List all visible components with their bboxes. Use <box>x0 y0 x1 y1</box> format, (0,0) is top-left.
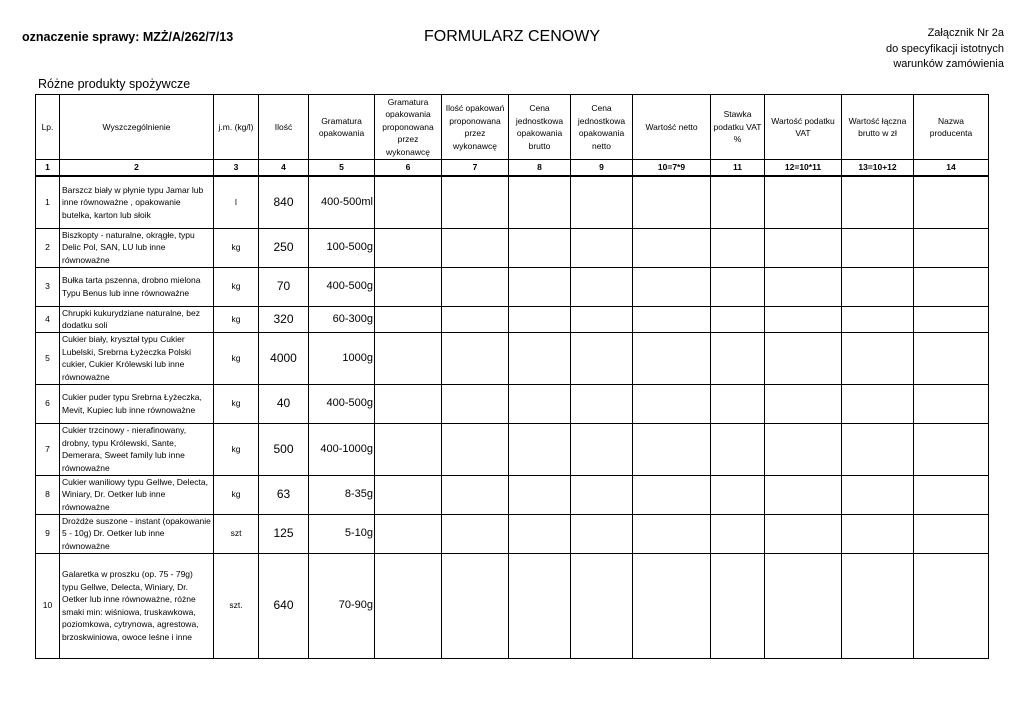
empty-input-cell[interactable] <box>442 228 509 267</box>
annex-line: Załącznik Nr 2a <box>927 27 1004 39</box>
row-number: 1 <box>36 176 60 228</box>
package-size: 400-500g <box>309 267 375 306</box>
column-number-row <box>36 160 989 177</box>
unit-of-measure: szt <box>214 514 259 553</box>
empty-input-cell[interactable] <box>765 306 842 332</box>
table-row <box>36 384 989 423</box>
package-size: 5-10g <box>309 514 375 553</box>
item-description: Biszkopty - naturalne, okrągłe, typu Delic Pol, SAN, LU lub inne równoważne <box>60 228 214 267</box>
unit-of-measure: szt. <box>214 553 259 658</box>
empty-input-cell[interactable] <box>633 176 711 228</box>
empty-input-cell[interactable] <box>442 553 509 658</box>
empty-input-cell[interactable] <box>842 176 914 228</box>
empty-input-cell[interactable] <box>442 423 509 475</box>
column-number: 13=10+12 <box>842 160 914 177</box>
empty-input-cell[interactable] <box>633 514 711 553</box>
empty-input-cell[interactable] <box>375 306 442 332</box>
empty-input-cell[interactable] <box>711 228 765 267</box>
table-row <box>36 553 989 658</box>
empty-input-cell[interactable] <box>711 306 765 332</box>
empty-input-cell[interactable] <box>509 475 571 514</box>
empty-input-cell[interactable] <box>842 306 914 332</box>
annex-line: warunków zamówienia <box>893 58 1004 70</box>
unit-of-measure: kg <box>214 267 259 306</box>
empty-input-cell[interactable] <box>375 228 442 267</box>
case-reference: oznaczenie sprawy: MZŻ/A/262/7/13 <box>22 30 234 44</box>
row-number: 8 <box>36 475 60 514</box>
annex-line: do specyfikacji istotnych <box>886 42 1004 55</box>
column-header: Nazwa producenta <box>914 95 989 160</box>
empty-input-cell[interactable] <box>375 475 442 514</box>
quantity: 4000 <box>259 332 309 384</box>
quantity: 320 <box>259 306 309 332</box>
empty-input-cell[interactable] <box>442 384 509 423</box>
empty-input-cell[interactable] <box>633 306 711 332</box>
quantity: 840 <box>259 176 309 228</box>
empty-input-cell[interactable] <box>914 267 989 306</box>
column-number: 2 <box>60 160 214 177</box>
empty-input-cell[interactable] <box>442 475 509 514</box>
table-row <box>36 423 989 475</box>
empty-input-cell[interactable] <box>571 423 633 475</box>
empty-input-cell[interactable] <box>711 475 765 514</box>
column-header: Ilość opakowań proponowana przez wykonawcę <box>442 95 509 160</box>
column-header: j.m. (kg/l) <box>214 95 259 160</box>
empty-input-cell[interactable] <box>842 267 914 306</box>
empty-input-cell[interactable] <box>914 423 989 475</box>
row-number: 10 <box>36 553 60 658</box>
empty-input-cell[interactable] <box>842 228 914 267</box>
empty-input-cell[interactable] <box>765 475 842 514</box>
empty-input-cell[interactable] <box>711 423 765 475</box>
price-table <box>35 94 989 659</box>
column-header: Ilość <box>259 95 309 160</box>
empty-input-cell[interactable] <box>633 267 711 306</box>
empty-input-cell[interactable] <box>509 423 571 475</box>
empty-input-cell[interactable] <box>711 514 765 553</box>
empty-input-cell[interactable] <box>375 332 442 384</box>
empty-input-cell[interactable] <box>571 176 633 228</box>
empty-input-cell[interactable] <box>442 176 509 228</box>
column-number: 6 <box>375 160 442 177</box>
empty-input-cell[interactable] <box>711 332 765 384</box>
column-header: Gramatura opakowania proponowana przez wykonawcę <box>375 95 442 160</box>
empty-input-cell[interactable] <box>711 176 765 228</box>
quantity: 500 <box>259 423 309 475</box>
package-size: 400-1000g <box>309 423 375 475</box>
form-title: FORMULARZ CENOWY <box>424 28 600 45</box>
table-row <box>36 306 989 332</box>
unit-of-measure: kg <box>214 475 259 514</box>
table-row <box>36 514 989 553</box>
item-description: Drożdże suszone - instant (opakowanie 5 - 10g) Dr. Oetker lub inne równoważne <box>60 514 214 553</box>
empty-input-cell[interactable] <box>914 475 989 514</box>
column-header: Lp. <box>36 95 60 160</box>
row-number: 5 <box>36 332 60 384</box>
empty-input-cell[interactable] <box>509 332 571 384</box>
quantity: 125 <box>259 514 309 553</box>
row-number: 6 <box>36 384 60 423</box>
empty-input-cell[interactable] <box>765 267 842 306</box>
annex-note <box>886 26 1004 73</box>
empty-input-cell[interactable] <box>711 267 765 306</box>
column-number: 9 <box>571 160 633 177</box>
empty-input-cell[interactable] <box>633 475 711 514</box>
empty-input-cell[interactable] <box>842 384 914 423</box>
empty-input-cell[interactable] <box>571 475 633 514</box>
empty-input-cell[interactable] <box>375 267 442 306</box>
item-description: Barszcz biały w płynie typu Jamar lub inne równoważne , opakowanie butelka, karton lub słoik <box>60 176 214 228</box>
empty-input-cell[interactable] <box>509 384 571 423</box>
empty-input-cell[interactable] <box>375 553 442 658</box>
item-description: Bułka tarta pszenna, drobno mielona Typu Benus lub inne równoważne <box>60 267 214 306</box>
empty-input-cell[interactable] <box>842 514 914 553</box>
package-size: 400-500ml <box>309 176 375 228</box>
empty-input-cell[interactable] <box>509 228 571 267</box>
column-header: Wartość łączna brutto w zł <box>842 95 914 160</box>
table-row <box>36 267 989 306</box>
item-description: Cukier biały, kryształ typu Cukier Lubelski, Srebrna Łyżeczka Polski cukier, Cukier Królewski lub inne równoważne <box>60 332 214 384</box>
column-number: 4 <box>259 160 309 177</box>
empty-input-cell[interactable] <box>375 423 442 475</box>
empty-input-cell[interactable] <box>375 514 442 553</box>
item-description: Cukier waniliowy typu Gellwe, Delecta, Winiary, Dr. Oetker lub inne równoważne <box>60 475 214 514</box>
item-description: Cukier trzcinowy - nierafinowany, drobny, typu Królewski, Sante, Demerara, Sweet family lub inne równoważne <box>60 423 214 475</box>
empty-input-cell[interactable] <box>442 306 509 332</box>
empty-input-cell[interactable] <box>442 267 509 306</box>
empty-input-cell[interactable] <box>571 228 633 267</box>
column-number: 10=7*9 <box>633 160 711 177</box>
column-header: Wartość podatku VAT <box>765 95 842 160</box>
package-size: 70-90g <box>309 553 375 658</box>
item-description: Chrupki kukurydziane naturalne, bez dodatku soli <box>60 306 214 332</box>
package-size: 60-300g <box>309 306 375 332</box>
column-number: 1 <box>36 160 60 177</box>
empty-input-cell[interactable] <box>509 267 571 306</box>
empty-input-cell[interactable] <box>571 306 633 332</box>
empty-input-cell[interactable] <box>765 176 842 228</box>
column-header: Cena jednostkowa opakowania netto <box>571 95 633 160</box>
row-number: 4 <box>36 306 60 332</box>
unit-of-measure: kg <box>214 306 259 332</box>
column-header: Stawka podatku VAT % <box>711 95 765 160</box>
empty-input-cell[interactable] <box>914 176 989 228</box>
empty-input-cell[interactable] <box>765 228 842 267</box>
row-number: 7 <box>36 423 60 475</box>
table-row <box>36 228 989 267</box>
quantity: 63 <box>259 475 309 514</box>
column-number: 3 <box>214 160 259 177</box>
table-row <box>36 475 989 514</box>
empty-input-cell[interactable] <box>571 267 633 306</box>
empty-input-cell[interactable] <box>571 384 633 423</box>
empty-input-cell[interactable] <box>633 423 711 475</box>
empty-input-cell[interactable] <box>509 553 571 658</box>
empty-input-cell[interactable] <box>914 228 989 267</box>
package-size: 8-35g <box>309 475 375 514</box>
empty-input-cell[interactable] <box>633 228 711 267</box>
header-row <box>36 95 989 160</box>
column-header: Wartość netto <box>633 95 711 160</box>
column-number: 11 <box>711 160 765 177</box>
empty-input-cell[interactable] <box>442 332 509 384</box>
column-number: 8 <box>509 160 571 177</box>
empty-input-cell[interactable] <box>842 423 914 475</box>
section-subtitle: Różne produkty spożywcze <box>38 77 191 91</box>
quantity: 70 <box>259 267 309 306</box>
empty-input-cell[interactable] <box>509 514 571 553</box>
column-header: Wyszczególnienie <box>60 95 214 160</box>
row-number: 3 <box>36 267 60 306</box>
row-number: 2 <box>36 228 60 267</box>
unit-of-measure: kg <box>214 332 259 384</box>
quantity: 640 <box>259 553 309 658</box>
quantity: 40 <box>259 384 309 423</box>
empty-input-cell[interactable] <box>571 514 633 553</box>
empty-input-cell[interactable] <box>711 553 765 658</box>
item-description: Galaretka w proszku (op. 75 - 79g) typu Gellwe, Delecta, Winiary, Dr. Oetker lub inne równoważne, różne smaki min: wiśniowa, truskawkowa, poziomkowa, cytrynowa, agrestowa, brzoskwiniowa, owoce leśne i inne <box>60 553 214 658</box>
empty-input-cell[interactable] <box>842 332 914 384</box>
empty-input-cell[interactable] <box>765 384 842 423</box>
table-row <box>36 332 989 384</box>
empty-input-cell[interactable] <box>765 423 842 475</box>
empty-input-cell[interactable] <box>914 553 989 658</box>
empty-input-cell[interactable] <box>765 514 842 553</box>
empty-input-cell[interactable] <box>633 553 711 658</box>
unit-of-measure: kg <box>214 228 259 267</box>
empty-input-cell[interactable] <box>509 306 571 332</box>
column-number: 7 <box>442 160 509 177</box>
package-size: 400-500g <box>309 384 375 423</box>
column-number: 12=10*11 <box>765 160 842 177</box>
empty-input-cell[interactable] <box>914 514 989 553</box>
column-number: 14 <box>914 160 989 177</box>
empty-input-cell[interactable] <box>509 176 571 228</box>
quantity: 250 <box>259 228 309 267</box>
empty-input-cell[interactable] <box>375 384 442 423</box>
empty-input-cell[interactable] <box>765 332 842 384</box>
empty-input-cell[interactable] <box>914 332 989 384</box>
column-number: 5 <box>309 160 375 177</box>
column-header: Cena jednostkowa opakowania brutto <box>509 95 571 160</box>
empty-input-cell[interactable] <box>633 384 711 423</box>
row-number: 9 <box>36 514 60 553</box>
empty-input-cell[interactable] <box>571 553 633 658</box>
item-description: Cukier puder typu Srebrna Łyżeczka, Mevit, Kupiec lub inne równoważne <box>60 384 214 423</box>
empty-input-cell[interactable] <box>571 332 633 384</box>
empty-input-cell[interactable] <box>711 384 765 423</box>
unit-of-measure: kg <box>214 423 259 475</box>
empty-input-cell[interactable] <box>765 553 842 658</box>
empty-input-cell[interactable] <box>842 475 914 514</box>
unit-of-measure: l <box>214 176 259 228</box>
empty-input-cell[interactable] <box>375 176 442 228</box>
empty-input-cell[interactable] <box>633 332 711 384</box>
empty-input-cell[interactable] <box>914 306 989 332</box>
empty-input-cell[interactable] <box>842 553 914 658</box>
package-size: 1000g <box>309 332 375 384</box>
package-size: 100-500g <box>309 228 375 267</box>
column-header: Gramatura opakowania <box>309 95 375 160</box>
empty-input-cell[interactable] <box>914 384 989 423</box>
unit-of-measure: kg <box>214 384 259 423</box>
table-row <box>36 176 989 228</box>
empty-input-cell[interactable] <box>442 514 509 553</box>
